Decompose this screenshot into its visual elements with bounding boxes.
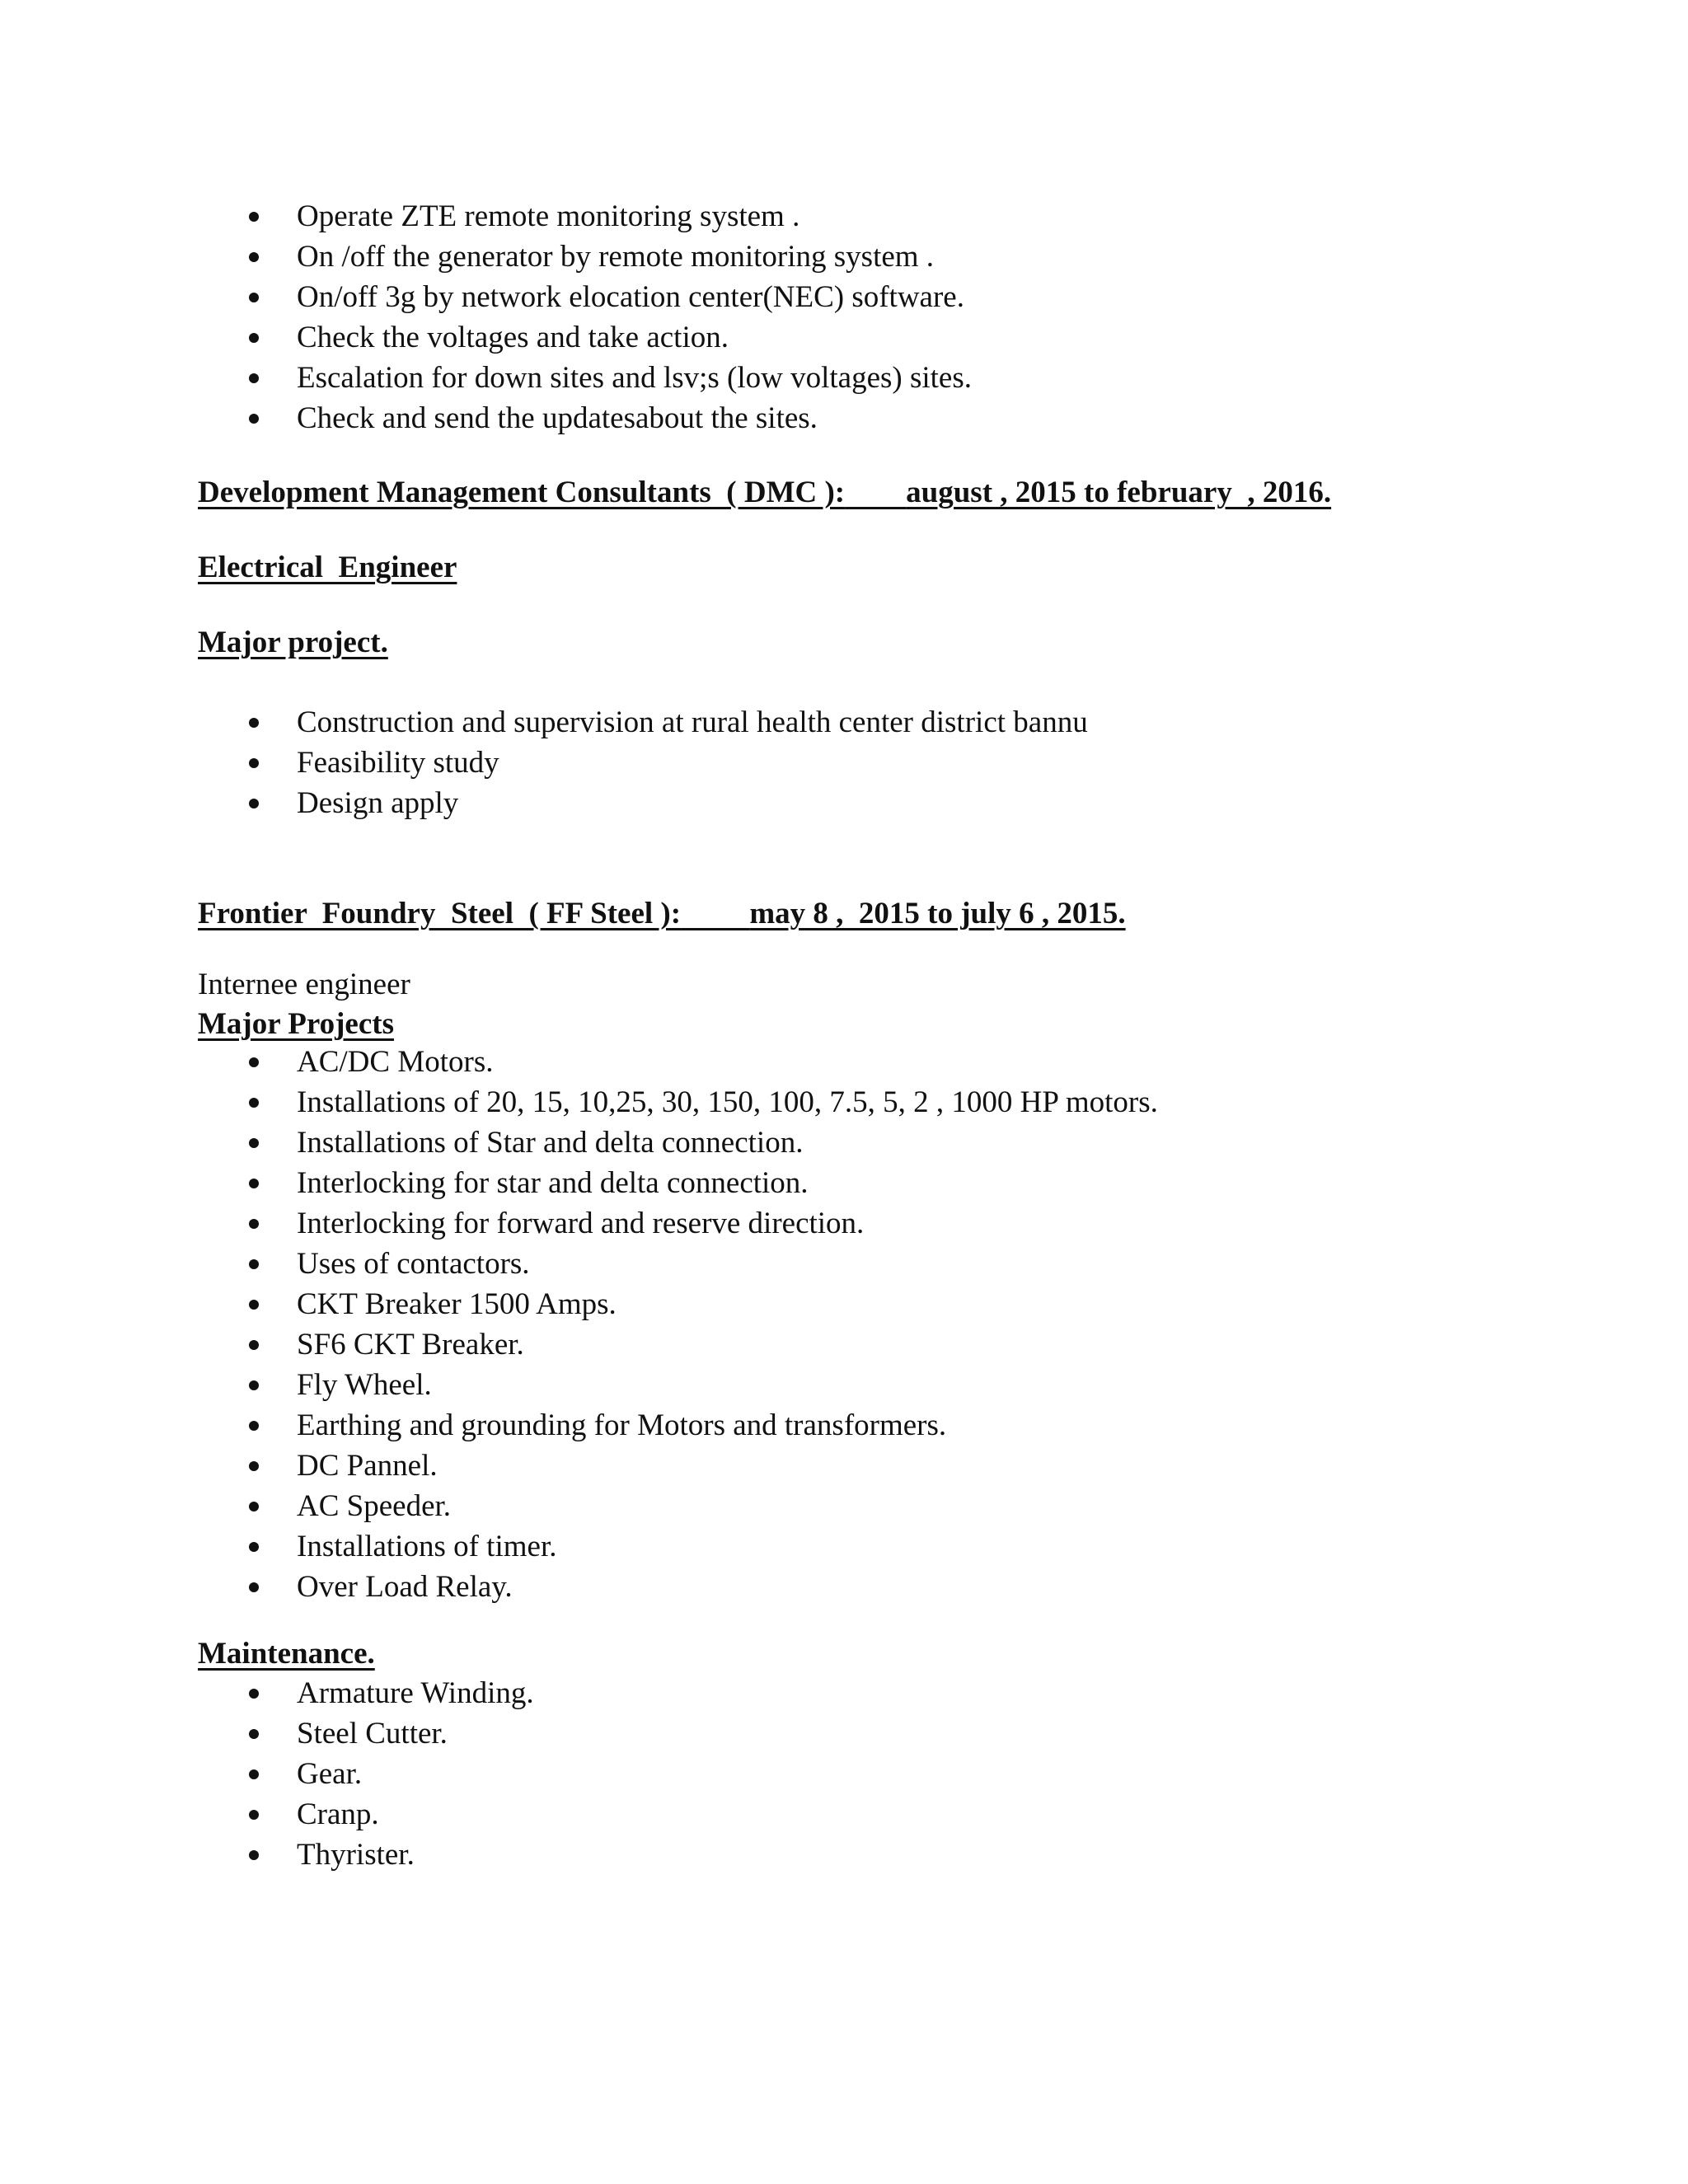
bullet-icon <box>249 1300 259 1310</box>
list-item: On /off the generator by remote monitoring system . <box>198 237 972 277</box>
list-item: Earthing and grounding for Motors and transformers. <box>198 1405 1158 1446</box>
bullet-icon <box>249 1729 259 1739</box>
ffsteel-dates: may 8 , 2015 to july 6 , 2015. <box>749 897 1126 930</box>
dmc-dates: august , 2015 to february , 2016. <box>906 476 1332 509</box>
bullet-icon <box>249 1421 259 1431</box>
bullet-icon <box>249 1502 259 1511</box>
dmc-projects-heading: Major project. <box>198 626 388 659</box>
list-item: AC Speeder. <box>198 1486 1158 1526</box>
list-item: Cranp. <box>198 1794 534 1835</box>
list-item: Check and send the updatesabout the sites. <box>198 398 972 438</box>
ffsteel-project-list <box>198 1042 1158 1607</box>
list-item: Fly Wheel. <box>198 1365 1158 1405</box>
bullet-icon <box>249 1542 259 1552</box>
bullet-icon <box>249 1769 259 1779</box>
list-item: On/off 3g by network elocation center(NEC) software. <box>198 277 972 317</box>
list-item: DC Pannel. <box>198 1446 1158 1486</box>
bullet-icon <box>249 373 259 383</box>
bullet-icon <box>249 1179 259 1188</box>
list-item: Gear. <box>198 1754 534 1794</box>
list-item: CKT Breaker 1500 Amps. <box>198 1284 1158 1324</box>
bullet-icon <box>249 1340 259 1350</box>
list-item: SF6 CKT Breaker. <box>198 1324 1158 1365</box>
bullet-icon <box>249 252 259 262</box>
bullet-icon <box>249 1689 259 1699</box>
bullet-icon <box>249 1850 259 1860</box>
list-item: Feasibility study <box>198 743 1088 783</box>
bullet-icon <box>249 1380 259 1390</box>
list-item: Installations of Star and delta connection. <box>198 1122 1158 1163</box>
list-item: Steel Cutter. <box>198 1713 534 1754</box>
list-item: Escalation for down sites and lsv;s (low voltages) sites. <box>198 358 972 398</box>
bullet-icon <box>249 414 259 424</box>
ffsteel-role: Internee engineer <box>198 968 410 1001</box>
bullet-icon <box>249 1057 259 1067</box>
list-item: Check the voltages and take action. <box>198 317 972 358</box>
list-item: Uses of contactors. <box>198 1244 1158 1284</box>
list-item: Over Load Relay. <box>198 1567 1158 1607</box>
ffsteel-projects-heading: Major Projects <box>198 1007 394 1041</box>
dmc-company-heading: Development Management Consultants ( DMC ): august , 2015 to february , 2016. <box>198 476 1332 509</box>
list-item: Design apply <box>198 783 1088 823</box>
bullet-icon <box>249 1138 259 1148</box>
list-item: Interlocking for star and delta connection. <box>198 1163 1158 1203</box>
list-item: Installations of timer. <box>198 1526 1158 1567</box>
bullet-icon <box>249 1810 259 1820</box>
dmc-project-list <box>198 702 1088 823</box>
bullet-icon <box>249 293 259 302</box>
bullet-icon <box>249 1098 259 1108</box>
monitoring-duties-list <box>198 196 972 438</box>
bullet-icon <box>249 1259 259 1269</box>
ffsteel-company-heading: Frontier Foundry Steel ( FF Steel ): may 8 , 2015 to july 6 , 2015. <box>198 897 1126 930</box>
bullet-icon <box>249 799 259 808</box>
list-item: Installations of 20, 15, 10,25, 30, 150, 100, 7.5, 5, 2 , 1000 HP motors. <box>198 1082 1158 1122</box>
list-item: AC/DC Motors. <box>198 1042 1158 1082</box>
bullet-icon <box>249 718 259 728</box>
bullet-icon <box>249 1461 259 1471</box>
list-item: Operate ZTE remote monitoring system . <box>198 196 972 237</box>
bullet-icon <box>249 1582 259 1592</box>
list-item: Interlocking for forward and reserve direction. <box>198 1203 1158 1244</box>
bullet-icon <box>249 212 259 222</box>
dmc-role-heading: Electrical Engineer <box>198 551 457 584</box>
bullet-icon <box>249 333 259 343</box>
list-item: Armature Winding. <box>198 1673 534 1713</box>
list-item: Thyrister. <box>198 1835 534 1875</box>
maintenance-list <box>198 1673 534 1875</box>
maintenance-heading: Maintenance. <box>198 1637 375 1671</box>
bullet-icon <box>249 758 259 768</box>
bullet-icon <box>249 1219 259 1229</box>
list-item: Construction and supervision at rural health center district bannu <box>198 702 1088 743</box>
